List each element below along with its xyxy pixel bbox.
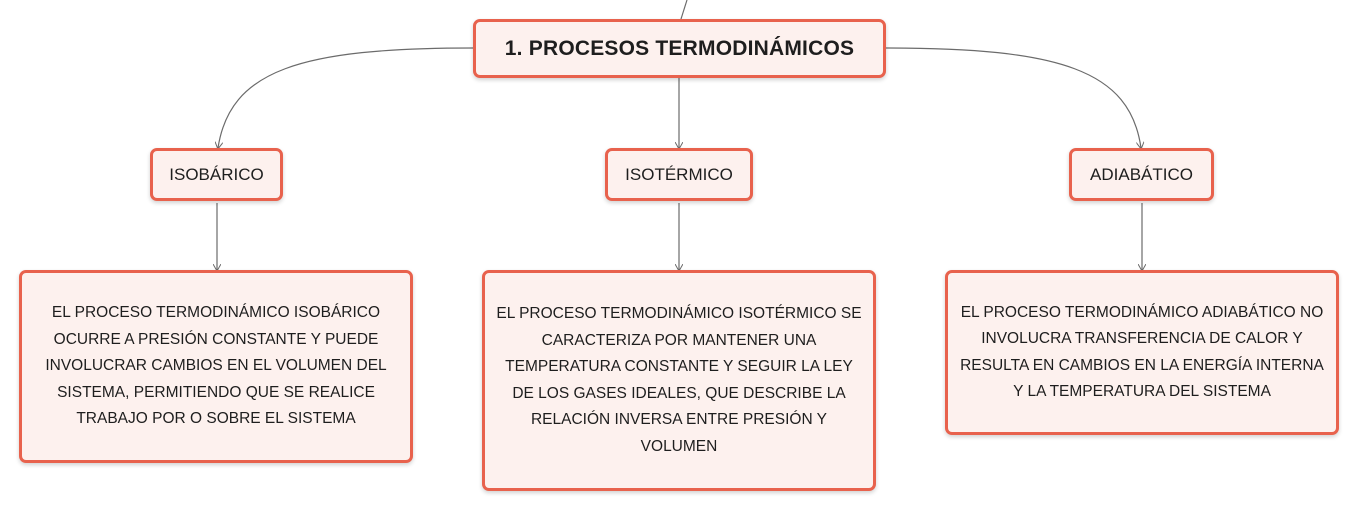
- topic-label-isotermico: ISOTÉRMICO: [625, 164, 733, 184]
- description-text-isotermico: EL PROCESO TERMODINÁMICO ISOTÉRMICO SE CARACTERIZA POR MANTENER UNA TEMPERATURA CONSTANTE Y SEGUIR LA LEY DE LOS GASES IDEALES, QUE DESCRIBE LA RELACIÓN INVERSA ENTRE PRESIÓN Y VOLUMEN: [496, 305, 862, 455]
- description-node-isobarico[interactable]: [19, 270, 413, 463]
- connector-root-to-isobarico: [218, 48, 473, 148]
- connector-parent-to-root: [681, 0, 687, 19]
- topic-node-isotermico[interactable]: [605, 148, 753, 201]
- description-node-adiabatico[interactable]: [945, 270, 1339, 435]
- topic-node-isobarico[interactable]: [150, 148, 283, 201]
- root-node-label: 1. PROCESOS TERMODINÁMICOS: [504, 36, 855, 60]
- description-text-isobarico: EL PROCESO TERMODINÁMICO ISOBÁRICO OCURRE A PRESIÓN CONSTANTE Y PUEDE INVOLUCRAR CAMBIOS EN EL VOLUMEN DEL SISTEMA, PERMITIENDO QUE SE REALICE TRABAJO POR O SOBRE EL SISTEMA: [45, 304, 387, 428]
- description-text-adiabatico: EL PROCESO TERMODINÁMICO ADIABÁTICO NO INVOLUCRA TRANSFERENCIA DE CALOR Y RESULTA EN CAMBIOS EN LA ENERGÍA INTERNA Y LA TEMPERATURA DEL SISTEMA: [960, 303, 1324, 400]
- description-node-isotermico[interactable]: [482, 270, 876, 491]
- topic-label-adiabatico: ADIABÁTICO: [1090, 164, 1193, 184]
- topic-node-adiabatico[interactable]: [1069, 148, 1214, 201]
- connector-root-to-adiabatico: [886, 48, 1141, 148]
- root-node[interactable]: [473, 19, 886, 78]
- topic-label-isobarico: ISOBÁRICO: [169, 164, 264, 184]
